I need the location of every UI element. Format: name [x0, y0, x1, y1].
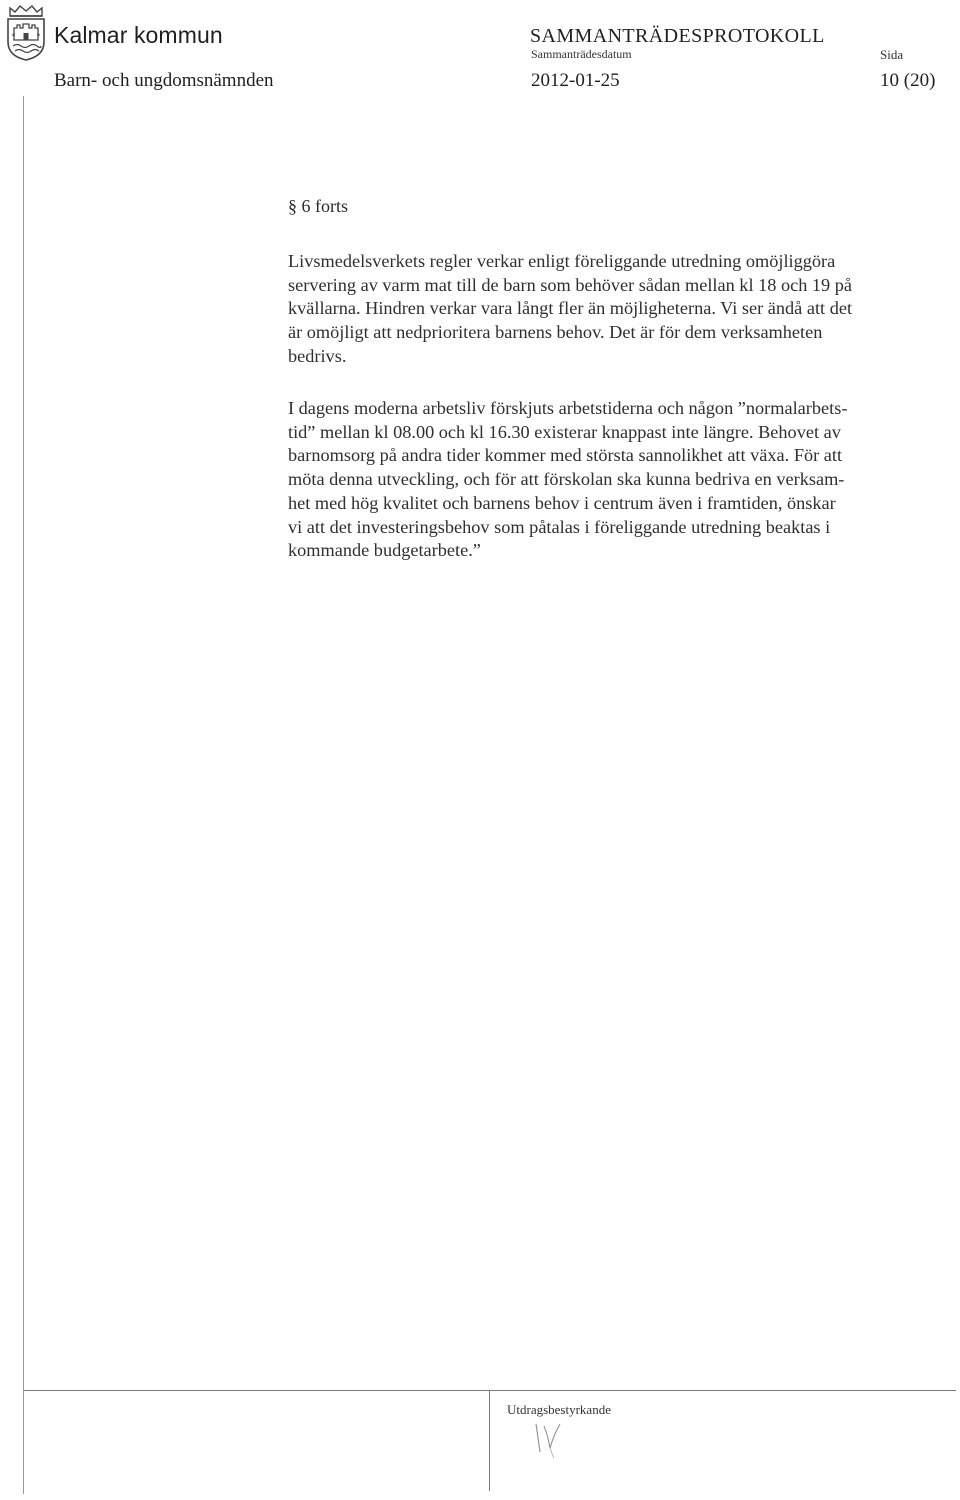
extract-certification-label: Utdragsbestyrkande — [507, 1402, 611, 1417]
paragraph-line: möta denna utveckling, och för att förskolan ska kunna bedriva en verksam- — [288, 469, 845, 490]
paragraph-line: Livsmedelsverkets regler verkar enligt föreliggande utredning omöjliggöra — [288, 251, 836, 271]
paragraph-line: het med hög kvalitet och barnens behov i centrum även i framtiden, önskar — [288, 492, 836, 513]
paragraph-line: tid” mellan kl 08.00 och kl 16.30 existerar knappast inte längre. Behovet av — [288, 421, 841, 442]
meeting-date: 2012-01-25 — [531, 70, 620, 91]
municipal-crest-icon — [4, 4, 48, 62]
page-label: Sida — [880, 47, 904, 62]
paragraph-line: vi att det investeringsbehov som påtalas i föreliggande utredning beaktas i — [288, 516, 831, 537]
paragraph-line: kommande budgetarbete.” — [288, 540, 481, 561]
document-type-title: SAMMANTRÄDESPROTOKOLL — [530, 25, 825, 47]
footer-divider — [489, 1391, 490, 1491]
svg-text:✶: ✶ — [11, 32, 17, 39]
page-number: 10 (20) — [880, 70, 936, 91]
footer-rule — [24, 1390, 956, 1391]
handwritten-initials-icon — [530, 1418, 570, 1460]
section-heading: § 6 forts — [288, 196, 348, 216]
paragraph-line: servering av varm mat till de barn som behöver sådan mellan kl 18 och 19 på — [288, 274, 853, 295]
paragraph-line: I dagens moderna arbetsliv förskjuts arbetstiderna och någon ”normalarbets- — [288, 398, 848, 418]
svg-text:✶: ✶ — [36, 32, 42, 39]
paragraph-line: kvällarna. Hindren verkar vara långt fler än möjligheterna. Vi ser ändå att det — [288, 298, 853, 319]
paragraph-1 — [288, 250, 958, 369]
paragraph-line: barnomsorg på andra tider kommer med största sannolikhet att växa. För att — [288, 445, 843, 466]
paragraph-line: är omöjligt att nedprioritera barnens behov. Det är för dem verksamheten — [288, 322, 823, 343]
organization-name: Kalmar kommun — [54, 22, 223, 48]
left-margin-rule — [23, 96, 24, 1494]
meeting-date-label: Sammanträdesdatum — [531, 47, 632, 61]
paragraph-line: bedrivs. — [288, 345, 347, 366]
committee-name: Barn- och ungdomsnämnden — [54, 70, 274, 91]
paragraph-2 — [288, 397, 958, 563]
